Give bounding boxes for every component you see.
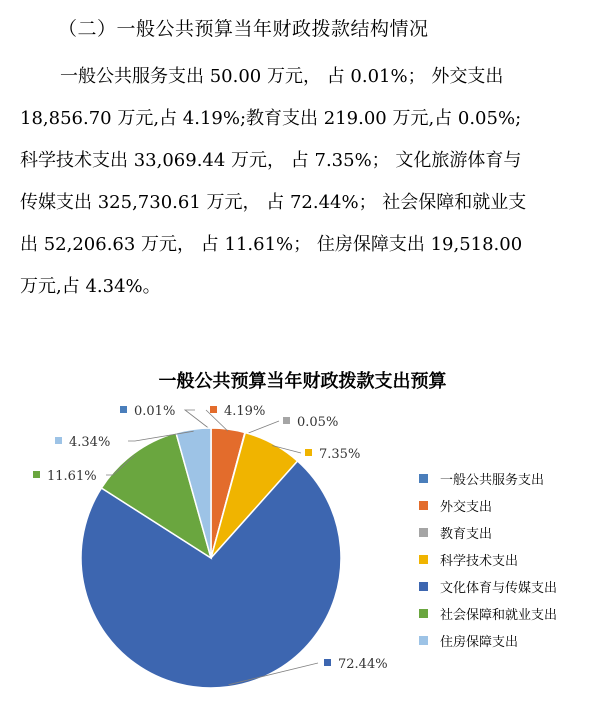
legend-label: 文化体育与传媒支出 <box>440 581 558 596</box>
legend-item <box>419 573 557 600</box>
data-label-swatch <box>55 437 62 444</box>
legend-item <box>419 627 557 654</box>
legend-item <box>419 492 557 519</box>
paragraph-line: 万元,占 4.34%。 <box>20 276 161 297</box>
paragraph-line: 18,856.70 万元,占 4.19%;教育支出 219.00 万元,占 0.05%; <box>20 108 522 129</box>
legend-item <box>419 465 557 492</box>
data-label: 4.19% <box>224 404 266 419</box>
legend-swatch <box>419 582 428 591</box>
legend-swatch <box>419 636 428 645</box>
data-label-swatch <box>210 406 217 413</box>
paragraph-line: 一般公共服务支出 50.00 万元， 占 0.01%； 外交支出 <box>60 66 504 87</box>
legend-swatch <box>419 528 428 537</box>
chart-legend <box>419 465 557 654</box>
legend-label: 外交支出 <box>440 500 493 515</box>
section-heading: （二）一般公共预算当年财政拨款结构情况 <box>58 18 429 40</box>
data-label-swatch <box>324 659 331 666</box>
description-paragraph <box>20 56 580 308</box>
data-label: 4.34% <box>69 435 111 450</box>
legend-item <box>419 600 557 627</box>
data-label: 0.01% <box>134 404 176 419</box>
legend-swatch <box>419 474 428 483</box>
data-label-swatch <box>305 449 312 456</box>
legend-swatch <box>419 609 428 618</box>
leader-line <box>185 410 211 430</box>
data-label: 72.44% <box>338 657 388 672</box>
legend-label: 社会保障和就业支出 <box>440 608 558 623</box>
legend-swatch <box>419 555 428 564</box>
data-label: 7.35% <box>319 447 361 462</box>
legend-swatch <box>419 501 428 510</box>
paragraph-line: 科学技术支出 33,069.44 万元， 占 7.35%； 文化旅游体育与 <box>20 150 522 171</box>
legend-label: 科学技术支出 <box>440 554 519 569</box>
paragraph-line: 传媒支出 325,730.61 万元， 占 72.44%； 社会保障和就业支 <box>20 192 527 213</box>
data-label-swatch <box>283 417 290 424</box>
legend-label: 住房保障支出 <box>440 635 519 650</box>
paragraph-line: 出 52,206.63 万元， 占 11.61%； 住房保障支出 19,518.00 <box>20 234 523 255</box>
data-label-swatch <box>33 471 40 478</box>
pie-chart <box>0 395 420 720</box>
data-label: 0.05% <box>297 415 339 430</box>
data-label: 11.61% <box>47 469 97 484</box>
data-label-swatch <box>120 406 127 413</box>
chart-title: 一般公共预算当年财政拨款支出预算 <box>158 371 447 392</box>
leader-line <box>245 421 279 434</box>
legend-label: 一般公共服务支出 <box>440 473 545 488</box>
legend-item <box>419 546 557 573</box>
legend-item <box>419 519 557 546</box>
legend-label: 教育支出 <box>440 527 493 542</box>
